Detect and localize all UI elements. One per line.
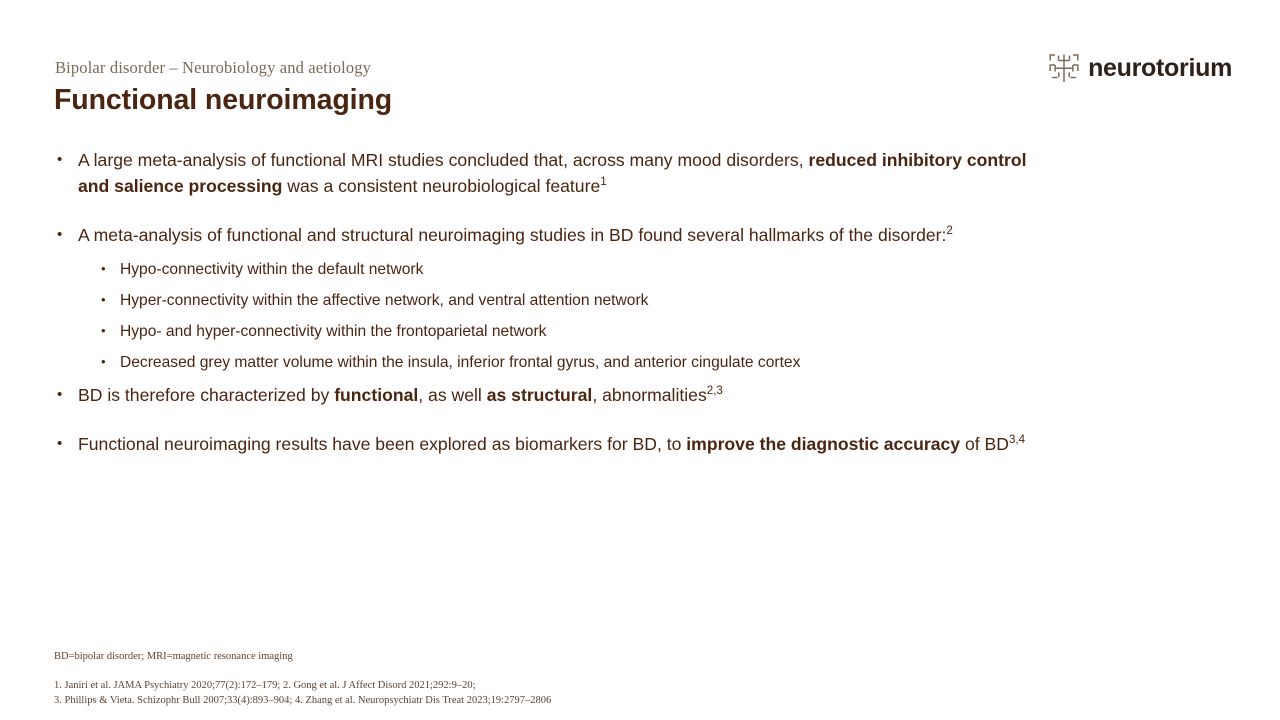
- body-text: A large meta-analysis of functional MRI studies concluded that, across many mood disorders,: [78, 150, 809, 170]
- body-text: Functional neuroimaging results have been explored as biomarkers for BD, to: [78, 434, 687, 454]
- emphasis-text: functional: [334, 384, 419, 405]
- reference-superscript: 2,3: [706, 383, 723, 397]
- body-text: of BD: [960, 434, 1009, 454]
- slide-eyebrow-breadcrumb: Bipolar disorder – Neurobiology and aetiology: [55, 58, 372, 77]
- body-text: , as well: [418, 384, 487, 405]
- logo-wordmark: neurotorium: [1088, 53, 1232, 82]
- footnotes: [54, 650, 551, 708]
- sub-frontoparietal-network: • Hypo- and hyper-connectivity within the frontoparietal network: [98, 321, 1054, 343]
- body-text: BD is therefore characterized by: [78, 384, 335, 405]
- emphasis-text: improve the diagnostic accuracy: [686, 434, 961, 454]
- page-title: Functional neuroimaging: [54, 84, 393, 116]
- bullet-list: [54, 148, 1054, 458]
- reference-superscript: 1: [600, 174, 607, 188]
- emphasis-text: reduced inhibitory control and salience processing: [78, 150, 1027, 196]
- bullet-meta-analysis-bd: [54, 223, 1054, 374]
- neurotorium-grid-mark-icon: [1049, 52, 1079, 84]
- reference-line-2: 3. Phillips & Vieta. Schizophr Bull 2007;33(4):893–904; 4. Zhang et al. Neuropsychiatr Dis Treat 2023;19:2797–2806: [54, 695, 552, 706]
- reference-superscript: 2: [946, 224, 953, 238]
- reference-superscript: 3,4: [1008, 433, 1026, 447]
- brand-logo: [1049, 52, 1232, 84]
- body-text: was a consistent neurobiological feature: [282, 175, 601, 196]
- sub-hypo-default-network: • Hypo-connectivity within the default network: [98, 259, 1054, 281]
- body-text: A meta-analysis of functional and structural neuroimaging studies in BD found several hallmarks of the disorder:: [78, 225, 947, 245]
- sub-hyper-affective-network: • Hyper-connectivity within the affective network, and ventral attention network: [98, 290, 1054, 312]
- emphasis-text: as structural: [486, 384, 593, 405]
- slide-body: [54, 148, 1054, 482]
- body-text: , abnormalities: [592, 384, 707, 405]
- sub-bullet-list: [98, 259, 1054, 374]
- reference-line-1: 1. Janiri et al. JAMA Psychiatry 2020;77(2):172–179; 2. Gong et al. J Affect Disord 2021;292:9–20;: [54, 680, 476, 691]
- bullet-meta-analysis-fmri: [54, 148, 1054, 199]
- bullet-biomarkers: [54, 432, 1054, 458]
- sub-grey-matter-volume: • Decreased grey matter volume within the insula, inferior frontal gyrus, and anterior cingulate cortex: [98, 352, 1054, 374]
- abbreviations-line: BD=bipolar disorder; MRI=magnetic resonance imaging: [54, 651, 293, 662]
- bullet-functional-structural-abnormalities: [54, 383, 1054, 409]
